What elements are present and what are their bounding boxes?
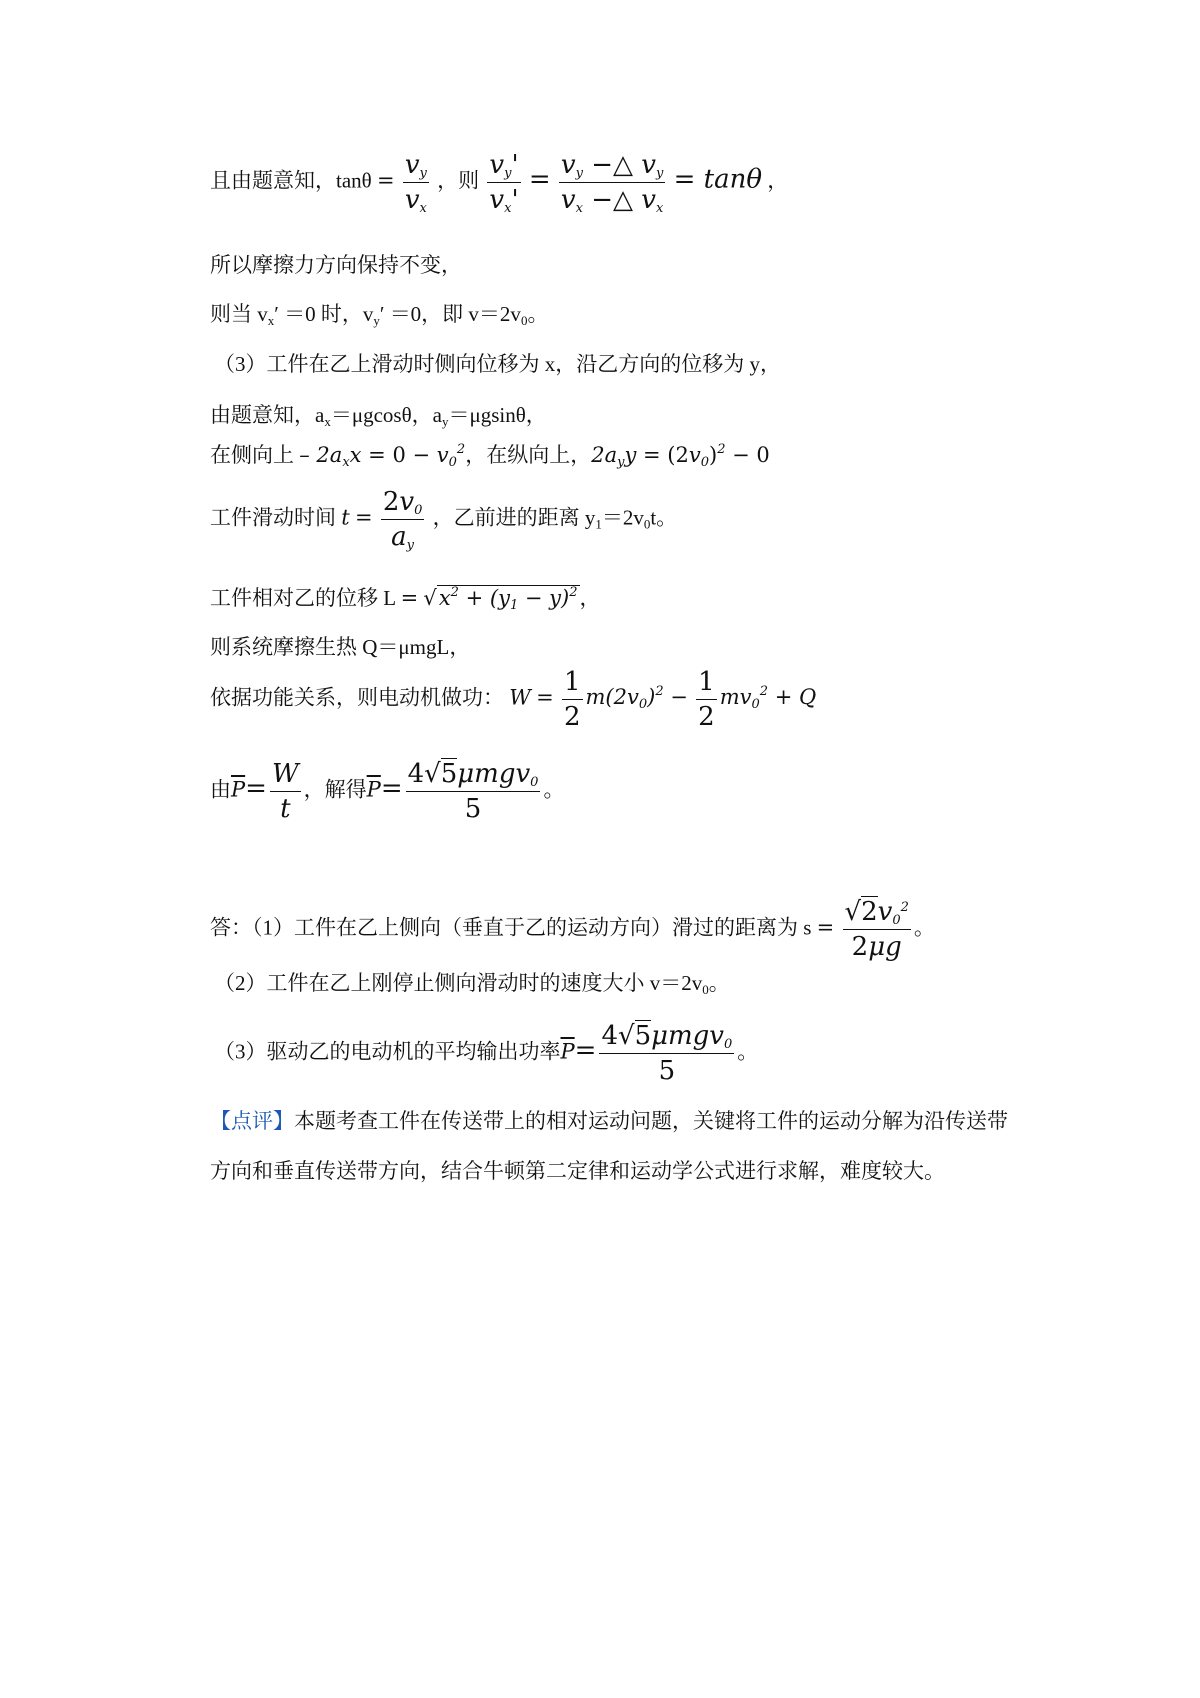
fraction-distance: $\frac{√2v_0^2}{2\mu g}$	[844, 897, 909, 962]
text: 答：（1）工件在乙上侧向（垂直于乙的运动方向）滑过的距离为 s	[210, 915, 812, 940]
text: 则当 v	[210, 302, 268, 326]
text: ，在纵向上，	[465, 443, 592, 467]
line-work-energy	[210, 667, 816, 732]
equals-sign: =	[376, 168, 395, 193]
text: 。	[708, 971, 730, 995]
text: ，则	[437, 168, 480, 193]
text: 由题意知，a	[210, 403, 325, 427]
t-symbol: t	[341, 505, 350, 530]
text: （2）工件在乙上刚停止侧向滑动时的速度大小 v＝2v	[214, 971, 703, 995]
line-kinematics	[210, 440, 770, 470]
subscript: 0	[643, 516, 651, 532]
equals-sign: =	[816, 915, 835, 940]
text: ＝μgcosθ，a	[330, 403, 442, 427]
fraction-one-half: $\frac{1}{2}$	[563, 667, 581, 732]
subscript: 0	[702, 982, 709, 997]
line-accelerations	[210, 400, 547, 430]
line-slide-time	[210, 487, 677, 552]
term: $mv_0^2 + Q$	[719, 684, 817, 713]
equals-sign: =	[380, 773, 403, 804]
text: ，	[579, 586, 601, 610]
text: 在侧向上	[210, 443, 294, 467]
line-relative-displacement	[210, 583, 601, 613]
equals-sign: =	[536, 685, 554, 710]
text: （3）驱动乙的电动机的平均输出功率	[214, 1039, 561, 1064]
line-friction-heat: 则系统摩擦生热 Q＝μmgL，	[210, 635, 471, 659]
text: ＝2v	[601, 505, 644, 530]
line-comment-cont: 方向和垂直传送带方向，结合牛顿第二定律和运动学公式进行求解，难度较大。	[210, 1159, 945, 1183]
text: ，乙前进的距离 y	[432, 505, 596, 530]
line-answer-1	[210, 897, 935, 962]
text: 。	[543, 777, 565, 802]
formula-longitudinal: $2a_yy = (2v_0)^2 - 0$	[591, 442, 770, 470]
sqrt-expression: $√x^2 + (y_1 - y)^2$	[423, 585, 578, 613]
p-bar: $\overline{P}$	[366, 777, 381, 802]
subscript: y	[441, 414, 449, 429]
equals-sign: =	[528, 164, 551, 195]
text: 且由题意知，tanθ	[210, 168, 372, 193]
subscript: 0	[520, 313, 528, 328]
subscript: y	[373, 313, 380, 328]
tan-theta: = tanθ	[673, 164, 762, 195]
fraction-power: $\frac{4√5\mu mgv_0}{5}$	[407, 759, 539, 824]
equals-sign: =	[245, 773, 267, 804]
text: ′ ＝0 时，v	[274, 302, 374, 326]
line-friction-direction: 所以摩擦力方向保持不变，	[210, 253, 462, 277]
comment-label: 【点评】	[210, 1109, 294, 1133]
subscript: x	[324, 414, 331, 429]
subscript: 1	[595, 516, 602, 532]
fraction-vyp-vxp: $\frac{v_y'}{v_x'}$	[489, 150, 519, 216]
equals-sign: =	[400, 586, 419, 610]
fraction-w-t: $\frac{W}{t}$	[271, 759, 299, 824]
text: 由	[210, 777, 231, 802]
text: 工件滑动时间	[210, 505, 336, 530]
p-bar: $\overline{P}$	[231, 777, 246, 802]
text: 。	[527, 302, 549, 326]
line-comment	[210, 1106, 1008, 1136]
fraction-one-half: $\frac{1}{2}$	[698, 667, 715, 732]
text: ′ ＝0，即 v＝2v	[379, 302, 521, 326]
p-bar: $\overline{P}$	[560, 1039, 575, 1064]
fraction-power: $\frac{4√5\mu mgv_0}{5}$	[601, 1021, 733, 1086]
line-answer-3	[214, 1021, 758, 1086]
formula-lateral: – $2a_xx = 0 - v_0^2$	[299, 442, 466, 470]
text: 工件相对乙的位移 L	[210, 586, 396, 610]
text: 本题考查工件在传送带上的相对运动问题，关键将工件的运动分解为沿传送带	[294, 1109, 1008, 1133]
subscript: x	[267, 313, 275, 328]
line-power-result	[210, 759, 564, 824]
equals-sign: =	[354, 505, 373, 530]
text: ，	[767, 168, 789, 193]
line-velocity-zero	[210, 299, 548, 329]
line-tan-relation	[210, 150, 788, 215]
line-part3-intro: （3）工件在乙上滑动时侧向位移为 x，沿乙方向的位移为 y，	[214, 352, 781, 376]
text: t。	[650, 505, 678, 530]
fraction-vy-vx: $\frac{v_y}{v_x}$	[404, 150, 427, 216]
fraction-2v0-ay: $\frac{2v_0}{a_y}$	[382, 487, 423, 553]
text: ，解得	[303, 777, 367, 802]
text: 。	[913, 915, 935, 940]
text: 依据功能关系，则电动机做功：	[210, 685, 504, 710]
line-answer-2	[214, 968, 730, 998]
text: ＝μgsinθ，	[448, 403, 547, 427]
text: 。	[737, 1039, 759, 1064]
equals-sign: =	[574, 1035, 597, 1066]
w-symbol: W	[509, 685, 531, 710]
term: $m(2v_0)^2$ −	[585, 684, 688, 713]
fraction-delta: $\frac{v_y -\triangle v_y}{v_x -\triangle v_x}$	[560, 150, 664, 216]
